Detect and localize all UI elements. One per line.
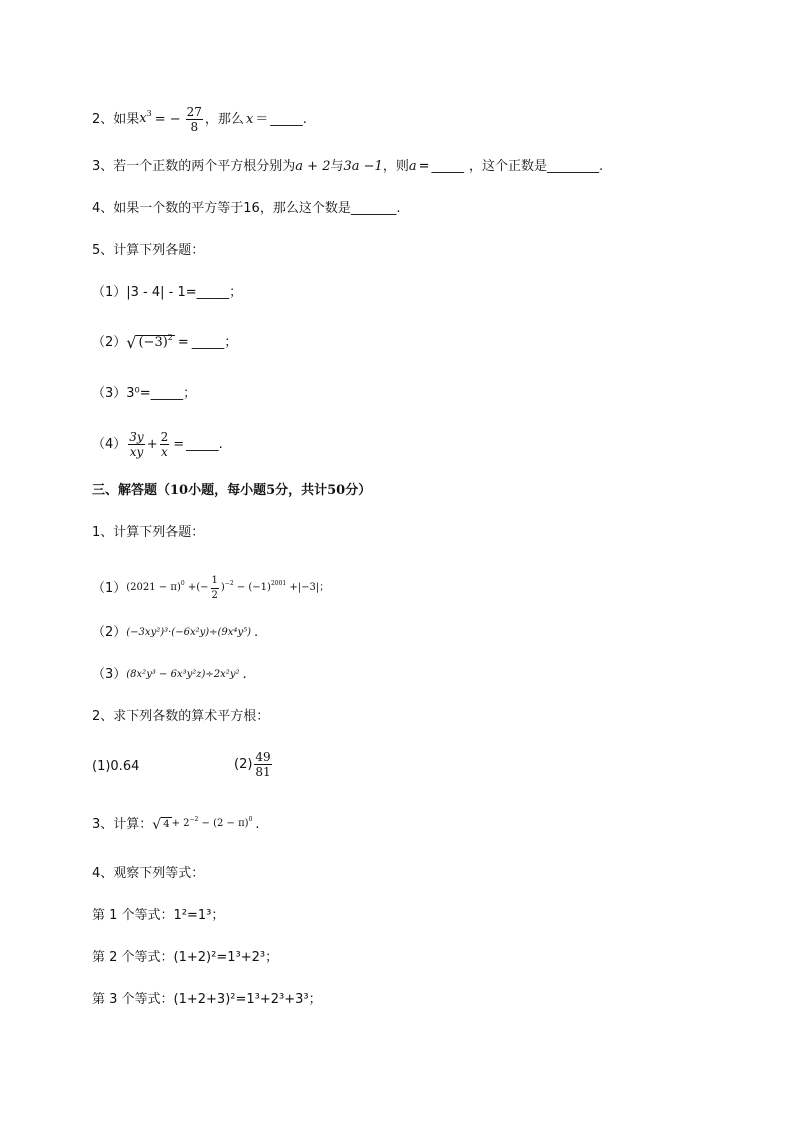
fraction-27-8: $\frac{27}{8}$ bbox=[186, 105, 202, 134]
fraction-1-2: $\frac{1}{2}$ bbox=[211, 575, 218, 601]
fill-question-5-3: （3）3⁰=_____； bbox=[92, 386, 197, 401]
fraction-2-x: $\frac{2}{x}$ bbox=[160, 430, 169, 459]
fill-question-2: 2、如果 $x^3$ = − $\frac{27}{8}$ ，那么 x ＝ _____. bbox=[92, 105, 307, 134]
equation-3: 第 3 个等式：(1+2+3)²=1³+2³+3³； bbox=[92, 992, 322, 1007]
fill-question-5-1: （1）|3 - 4| - 1=_____； bbox=[92, 285, 243, 300]
solve-question-1-2: （2） (−3xy²)³·(−6x²y)÷(9x⁴y⁵) . bbox=[92, 625, 259, 640]
fill-question-3: 3、若一个正数的两个平方根分别为 a + 2 与 3a −1 ，则 a = _____ ，这个正数是 ________. bbox=[92, 159, 604, 174]
fill-question-5-2: （2） √ $(-3)^2$ = _____； bbox=[92, 333, 238, 352]
solve-question-2-1: (1)0.64 bbox=[92, 759, 140, 774]
fill-question-5: 5、计算下列各题： bbox=[92, 243, 205, 258]
solve-question-1-1: （1） $(2021 - \pi)^0$ +(− $\frac{1}{2}$ )$^{-2} - (-1)^{2001} +|-3|$； bbox=[92, 575, 330, 601]
fill-question-4: 4、如果一个数的平方等于16，那么这个数是_______. bbox=[92, 201, 401, 216]
solve-question-2: 2、求下列各数的算术平方根： bbox=[92, 709, 270, 724]
fill-question-5-4: （4） $\frac{3y}{xy}$ + $\frac{2}{x}$ = _____. bbox=[92, 430, 223, 459]
solve-question-1: 1、计算下列各题： bbox=[92, 525, 205, 540]
solve-question-1-3: （3） (8x²y³ − 6x³y²z)÷2x²y² . bbox=[92, 667, 247, 682]
fraction-49-81: $\frac{49}{81}$ bbox=[255, 750, 271, 779]
fraction-3y-xy: $\frac{3y}{xy}$ bbox=[129, 430, 144, 459]
solve-question-2-2: (2) $\frac{49}{81}$ bbox=[234, 750, 271, 779]
math-x-cubed: $x^3$ bbox=[139, 109, 152, 126]
sqrt-expression: √ $(-3)^2$ bbox=[126, 333, 173, 352]
solve-question-3: 3、计算： √ 4 + $2^{-2} - (2 - \pi)^0$ . bbox=[92, 816, 260, 833]
equation-1: 第 1 个等式：1²=1³； bbox=[92, 908, 225, 923]
sqrt-4: √ 4 bbox=[152, 816, 170, 833]
section-3-title: 三、解答题（10小题，每小题5分，共计50分） bbox=[92, 483, 372, 498]
equation-2: 第 2 个等式：(1+2)²=1³+2³； bbox=[92, 950, 279, 965]
solve-question-4: 4、观察下列等式： bbox=[92, 866, 205, 881]
